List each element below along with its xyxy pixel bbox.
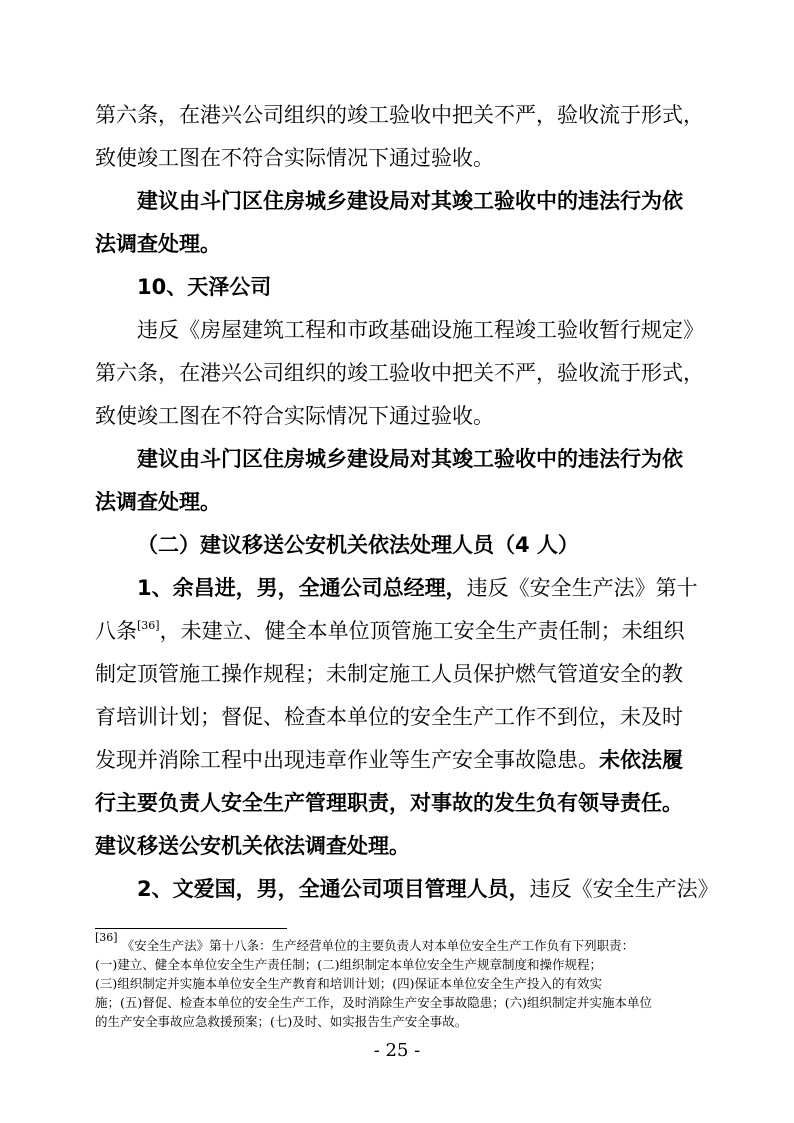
footnote-mark: [36]	[95, 931, 118, 944]
footnote-line-5: 的生产安全事故应急救援预案；(七)及时、如实报告生产安全事故。	[95, 1014, 468, 1029]
footnote-ref: [36]	[137, 619, 160, 632]
footnote-line-2: (一)建立、健全本单位安全生产责任制；(二)组织制定本单位安全生产规章制度和操作规程；	[95, 957, 603, 972]
footnote-line-4: 施；(五)督促、检查本单位的安全生产工作，及时消除生产安全事故隐患；(六)组织制定并实施本单位	[95, 995, 653, 1010]
page-number: - 25 -	[373, 1040, 421, 1061]
footnote-line-3: (三)组织制定并实施本单位安全生产教育和培训计划；(四)保证本单位安全生产投入的有效实	[95, 976, 603, 991]
footnote-line-1: [36] 《安全生产法》第十八条：生产经营单位的主要负责人对本单位安全生产工作负有下列职责：	[95, 931, 635, 953]
footnote-separator	[95, 928, 287, 929]
